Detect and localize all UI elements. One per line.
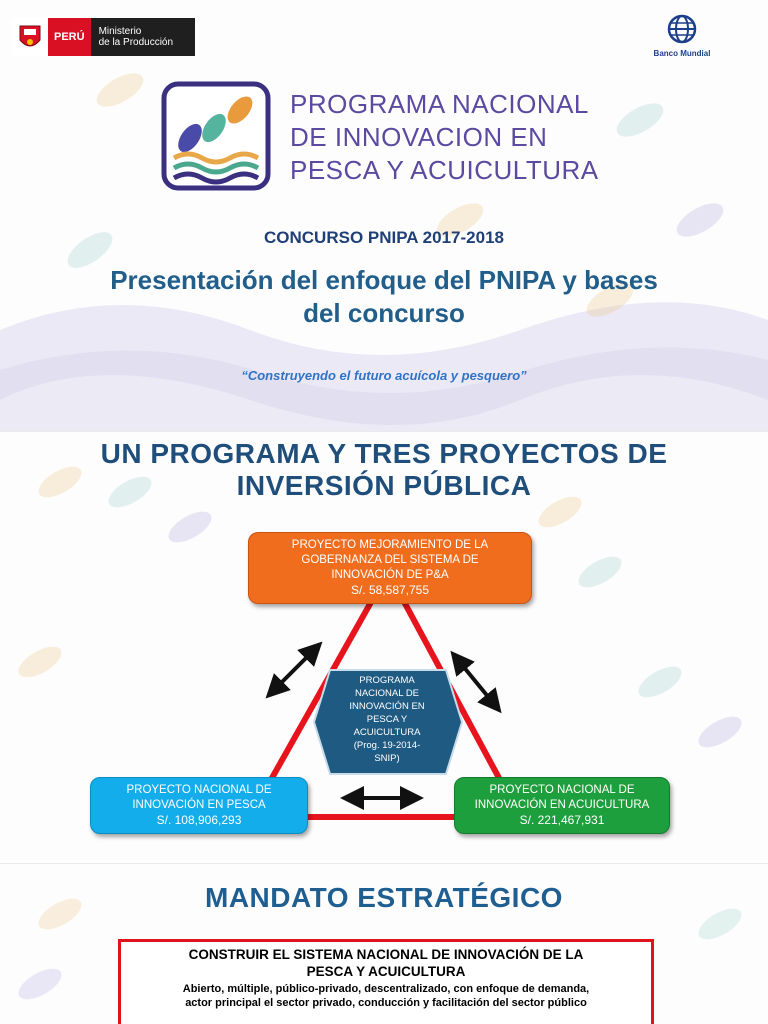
mandate-text <box>121 982 651 1010</box>
mandate-slide <box>0 864 768 1024</box>
project-fishing-box <box>90 777 308 834</box>
presentation-title <box>20 264 748 330</box>
mandate-heading-line-1: CONSTRUIR EL SISTEMA NACIONAL DE INNOVACIÓN DE LA <box>188 947 584 962</box>
peru-label: PERÚ <box>48 18 91 56</box>
ministry-line-1: Ministerio <box>98 26 142 37</box>
bank-label: Banco Mundial <box>653 49 711 58</box>
title-slide <box>0 0 768 432</box>
center-program-line-7: SNIP) <box>374 753 400 764</box>
arrow-left-diagonal <box>274 650 314 690</box>
project-governance-line-1: PROYECTO MEJORAMIENTO DE LA <box>291 539 489 551</box>
center-program-line-6: (Prog. 19-2014- <box>353 740 421 751</box>
presentation-line-1: Presentación del enfoque del PNIPA y bases <box>110 265 658 295</box>
center-program-line-4: PESCA Y <box>366 714 408 725</box>
center-program-line-1: PROGRAMA <box>359 675 415 686</box>
mandate-heading-line-2: PESCA Y ACUICULTURA <box>306 964 466 979</box>
projects-title-line-1: UN PROGRAMA Y TRES PROYECTOS DE <box>100 438 668 469</box>
project-aquaculture-line-2: INNOVACIÓN EN ACUICULTURA <box>474 799 650 811</box>
program-title <box>290 88 620 187</box>
arrow-right-diagonal <box>458 660 494 704</box>
project-governance-box <box>248 532 532 604</box>
mandate-text-line-1: Abierto, múltiple, público-privado, descentralizado, con enfoque de demanda, <box>182 983 590 995</box>
projects-slide <box>0 432 768 864</box>
project-fishing-line-2: INNOVACIÓN EN PESCA <box>132 799 266 811</box>
project-aquaculture-box <box>454 777 670 834</box>
center-program-label <box>322 674 452 765</box>
project-governance-amount: S/. 58,587,755 <box>350 583 430 597</box>
peru-coat-of-arms-icon <box>12 18 48 56</box>
projects-title-line-2: INVERSIÓN PÚBLICA <box>236 470 532 501</box>
globe-icon <box>666 14 698 44</box>
center-program-line-2: NACIONAL DE <box>354 688 420 699</box>
program-title-line-1: PROGRAMA NACIONAL <box>290 89 589 119</box>
mandate-box <box>118 939 654 1024</box>
project-aquaculture-line-1: PROYECTO NACIONAL DE <box>489 784 635 796</box>
peru-ministry-logo <box>12 18 196 56</box>
project-governance-line-2: GOBERNANZA DEL SISTEMA DE <box>301 554 479 566</box>
project-fishing-line-1: PROYECTO NACIONAL DE <box>126 784 272 796</box>
program-title-line-3: PESCA Y ACUICULTURA <box>290 155 599 185</box>
mandate-title: MANDATO ESTRATÉGICO <box>205 882 563 913</box>
project-governance-line-3: INNOVACIÓN DE P&A <box>331 569 449 581</box>
project-aquaculture-amount: S/. 221,467,931 <box>519 813 605 827</box>
pnipa-fish-logo-icon <box>160 80 272 192</box>
contest-heading: CONCURSO PNIPA 2017-2018 <box>264 228 504 247</box>
mandate-heading <box>121 946 651 980</box>
ministry-line-2: de la Producción <box>98 37 174 48</box>
ministry-name <box>91 18 195 56</box>
center-program-line-5: ACUICULTURA <box>353 727 421 738</box>
slogan: “Construyendo el futuro acuícola y pesquero” <box>241 368 527 383</box>
center-program-line-3: INNOVACIÓN EN <box>349 701 425 712</box>
presentation-line-2: del concurso <box>303 298 465 328</box>
project-fishing-amount: S/. 108,906,293 <box>156 813 242 827</box>
program-title-line-2: DE INNOVACION EN <box>290 122 548 152</box>
mandate-text-line-2: actor principal el sector privado, conducción y facilitación del sector público <box>185 997 587 1009</box>
banco-mundial-logo <box>630 14 734 58</box>
